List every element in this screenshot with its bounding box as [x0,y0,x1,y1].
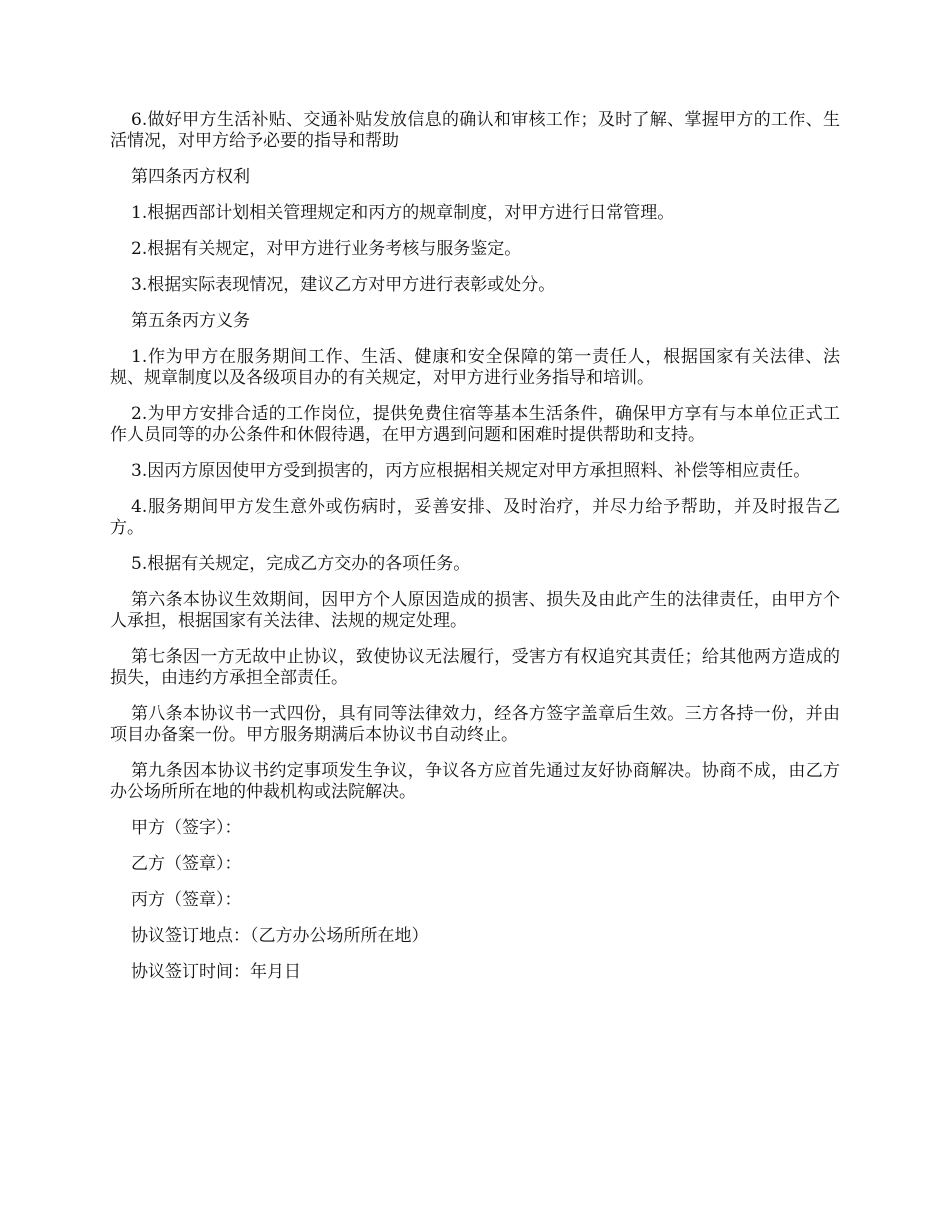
clause-item-6: 6.做好甲方生活补贴、交通补贴发放信息的确认和审核工作；及时了解、掌握甲方的工作、生活情况，对甲方给予必要的指导和帮助 [110,110,840,151]
article-5-item-3: 3.因丙方原因使甲方受到损害的，丙方应根据相关规定对甲方承担照料、补偿等相应责任。 [131,461,811,481]
article-4-item-2: 2.根据有关规定，对甲方进行业务考核与服务鉴定。 [131,239,522,259]
article-5-heading: 第五条丙方义务 [131,311,250,331]
article-5-item-1: 1.作为甲方在服务期间工作、生活、健康和安全保障的第一责任人，根据国家有关法律、法规、规章制度以及各级项目办的有关规定，对甲方进行业务指导和培训。 [110,347,840,388]
article-6: 第六条本协议生效期间，因甲方个人原因造成的损害、损失及由此产生的法律责任，由甲方个人承担，根据国家有关法律、法规的规定处理。 [110,590,840,631]
signing-date-line: 协议签订时间：年月日 [131,962,301,982]
article-9: 第九条因本协议书约定事项发生争议，争议各方应首先通过友好协商解决。协商不成，由乙方办公场所所在地的仲裁机构或法院解决。 [110,761,840,802]
party-c-signature-line: 丙方（签章）： [131,890,242,910]
signing-location-line: 协议签订地点：（乙方办公场所所在地） [131,926,429,946]
article-8: 第八条本协议书一式四份，具有同等法律效力，经各方签字盖章后生效。三方各持一份，并由项目办备案一份。甲方服务期满后本协议书自动终止。 [110,704,840,745]
article-5-item-2: 2.为甲方安排合适的工作岗位，提供免费住宿等基本生活条件，确保甲方享有与本单位正式工作人员同等的办公条件和休假待遇，在甲方遇到问题和困难时提供帮助和支持。 [110,404,840,445]
article-4-item-3: 3.根据实际表现情况，建议乙方对甲方进行表彰或处分。 [131,275,556,295]
article-4-heading: 第四条丙方权利 [131,167,250,187]
article-5-item-4: 4.服务期间甲方发生意外或伤病时，妥善安排、及时治疗，并尽力给予帮助，并及时报告乙方。 [110,497,840,538]
party-a-signature-line: 甲方（签字）： [131,818,242,838]
party-b-signature-line: 乙方（签章）： [131,854,242,874]
article-7: 第七条因一方无故中止协议，致使协议无法履行，受害方有权追究其责任；给其他两方造成的损失，由违约方承担全部责任。 [110,647,840,688]
document-page [110,110,840,998]
article-5-item-5: 5.根据有关规定，完成乙方交办的各项任务。 [131,554,471,574]
article-4-item-1: 1.根据西部计划相关管理规定和丙方的规章制度，对甲方进行日常管理。 [131,203,675,223]
